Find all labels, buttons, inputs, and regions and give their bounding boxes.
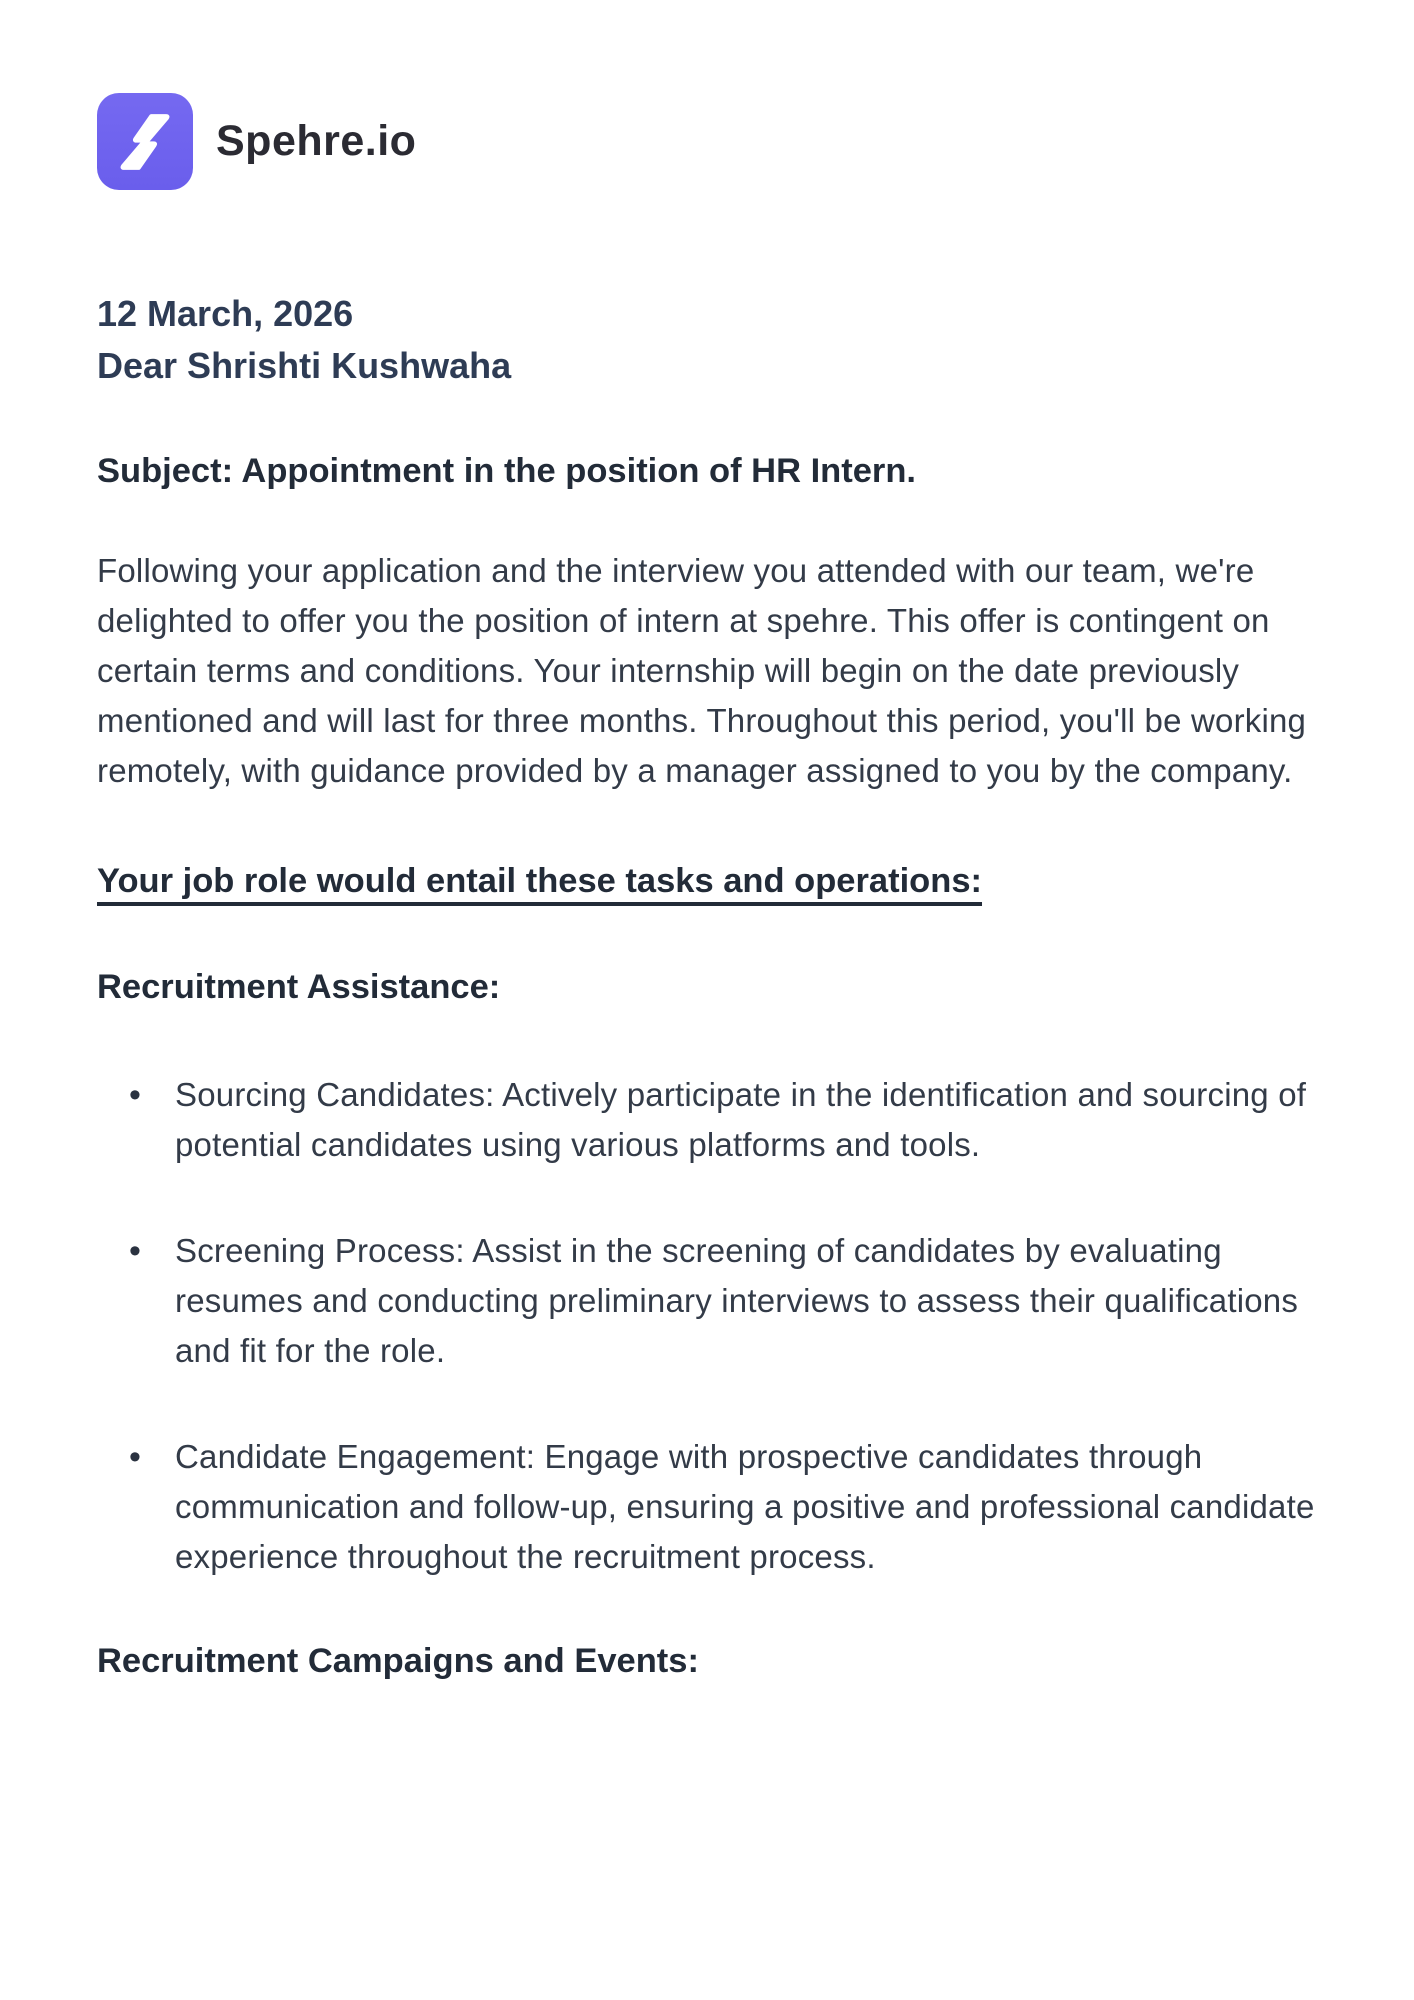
letter-salutation: Dear Shrishti Kushwaha (97, 345, 512, 386)
recruitment-campaigns-heading: Recruitment Campaigns and Events: (97, 1642, 699, 1680)
brand-header (97, 93, 1330, 190)
recruitment-assistance-heading: Recruitment Assistance: (97, 968, 501, 1006)
list-item: • Sourcing Candidates: Actively participate in the identification and sourcing of potential candidates using various platforms and tools. (97, 1070, 1337, 1170)
job-role-section-heading: Your job role would entail these tasks and operations: (97, 862, 983, 900)
list-item: • Screening Process: Assist in the screening of candidates by evaluating resumes and conducting preliminary interviews to assess their qualifications and fit for the role. (97, 1226, 1337, 1376)
date-salutation-block (97, 288, 1337, 392)
subject-line: Subject: Appointment in the position of HR Intern. (97, 452, 916, 490)
s-bolt-icon (114, 109, 176, 175)
letter-content (97, 288, 1337, 1684)
recruitment-assistance-list (97, 1070, 1337, 1582)
intro-paragraph: Following your application and the interview you attended with our team, we're delighted to offer you the position of intern at spehre. This offer is contingent on certain terms and conditions. Your internship will begin on the date previously mentioned and will last for three months. Throughout this period, you'll be working remotely, with guidance provided by a manager assigned to you by the company. (97, 552, 1307, 789)
list-item: • Candidate Engagement: Engage with prospective candidates through communication and follow-up, ensuring a positive and professional candidate experience throughout the recruitment process. (97, 1432, 1337, 1582)
spehre-logo (97, 93, 193, 190)
brand-name: Spehre.io (216, 117, 417, 165)
letter-date: 12 March, 2026 (97, 293, 354, 334)
